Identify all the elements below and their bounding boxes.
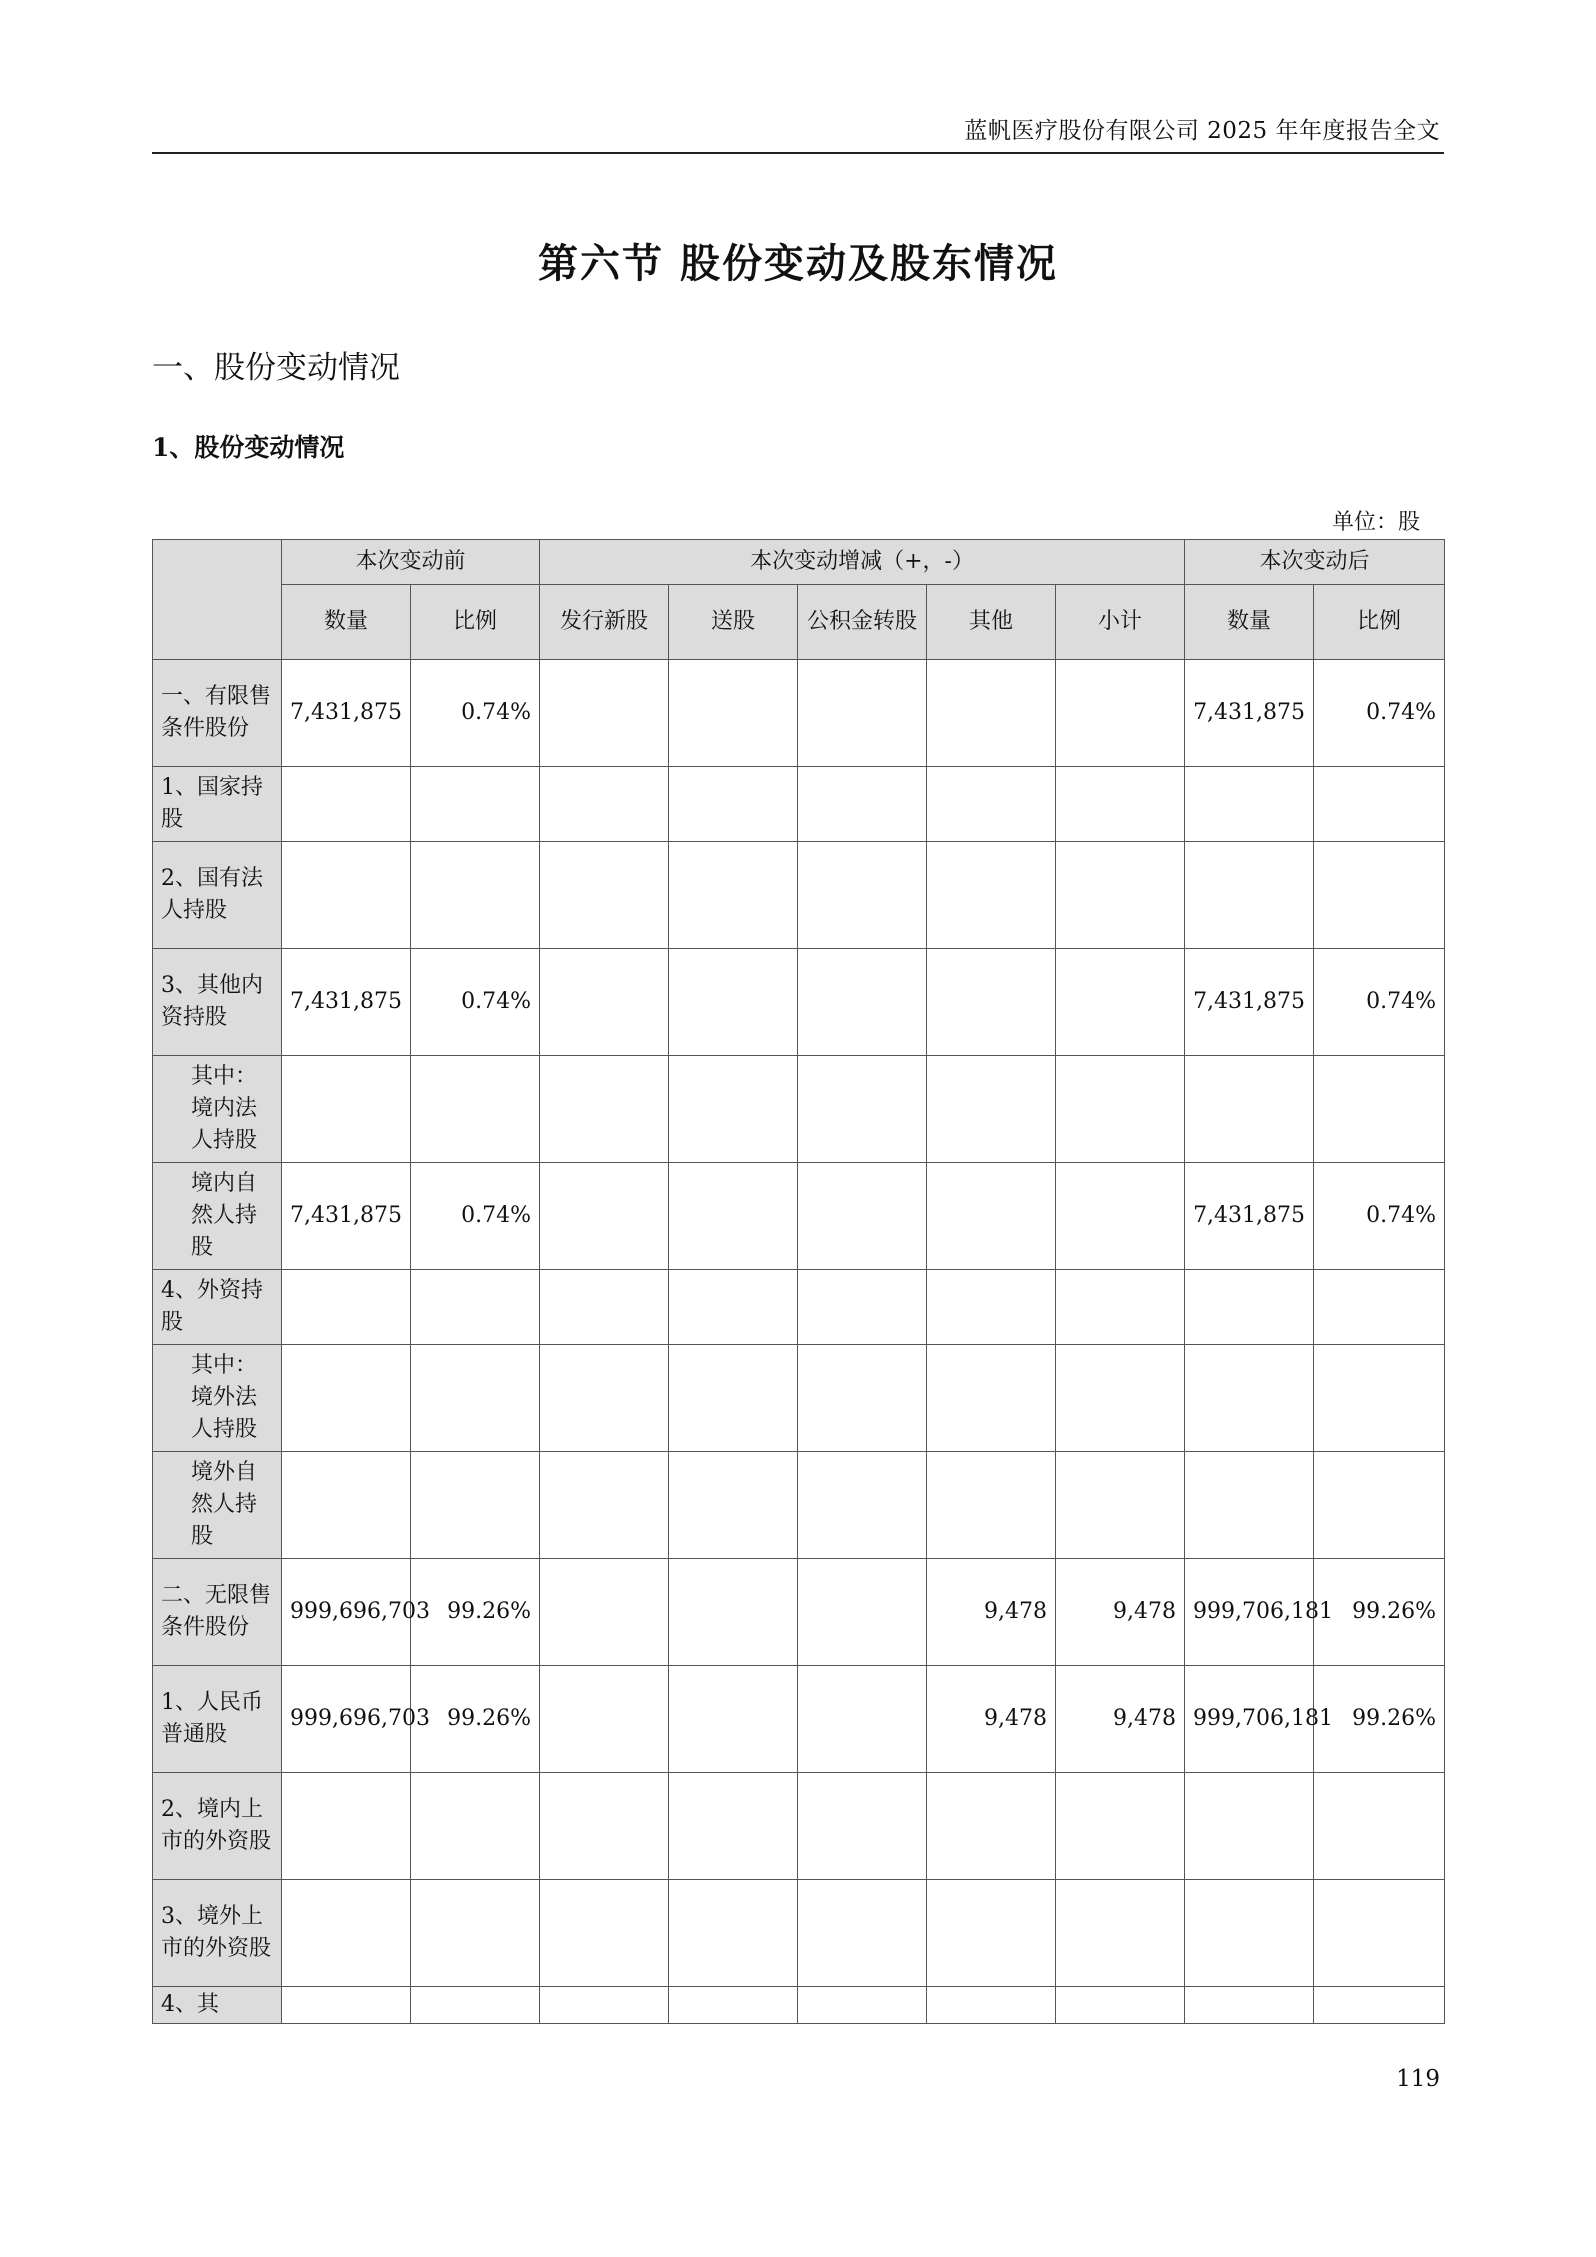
cell-before-ratio (411, 1345, 540, 1452)
cell-after-ratio (1314, 842, 1445, 949)
cell-before-ratio (411, 1452, 540, 1559)
cell-subtotal (1056, 1270, 1185, 1345)
cell-new-issue (540, 949, 669, 1056)
cell-bonus (669, 1880, 798, 1987)
cell-before-ratio: 0.74% (411, 949, 540, 1056)
header-blank-cell (153, 540, 282, 660)
cell-other (927, 1163, 1056, 1270)
cell-new-issue (540, 1559, 669, 1666)
cell-new-issue (540, 1270, 669, 1345)
cell-new-issue (540, 767, 669, 842)
table-row (153, 949, 1445, 1056)
cell-bonus (669, 1773, 798, 1880)
cell-subtotal: 9,478 (1056, 1666, 1185, 1773)
row-label: 4、外资持股 (153, 1270, 282, 1345)
cell-subtotal (1056, 767, 1185, 842)
cell-new-issue (540, 1163, 669, 1270)
cell-after-qty (1185, 1270, 1314, 1345)
col-header-other: 其他 (927, 585, 1056, 660)
cell-bonus (669, 1345, 798, 1452)
cell-before-qty (282, 1880, 411, 1987)
cell-before-ratio (411, 1270, 540, 1345)
cell-subtotal (1056, 1987, 1185, 2024)
cell-after-ratio: 0.74% (1314, 949, 1445, 1056)
cell-after-ratio: 99.26% (1314, 1666, 1445, 1773)
row-label: 一、有限售条件股份 (153, 660, 282, 767)
cell-bonus (669, 949, 798, 1056)
cell-after-ratio (1314, 1987, 1445, 2024)
cell-before-ratio: 99.26% (411, 1559, 540, 1666)
cell-other (927, 1345, 1056, 1452)
row-label: 境外自然人持股 (153, 1452, 282, 1559)
group-header-change: 本次变动增减（+，-） (540, 540, 1185, 585)
cell-after-qty (1185, 1987, 1314, 2024)
cell-reserve (798, 949, 927, 1056)
cell-new-issue (540, 1773, 669, 1880)
cell-after-qty: 999,706,181 (1185, 1666, 1314, 1773)
table-row (153, 1773, 1445, 1880)
cell-bonus (669, 1163, 798, 1270)
cell-bonus (669, 842, 798, 949)
col-header-before-qty: 数量 (282, 585, 411, 660)
cell-after-ratio: 99.26% (1314, 1559, 1445, 1666)
cell-subtotal (1056, 1880, 1185, 1987)
cell-other (927, 1987, 1056, 2024)
row-label: 3、其他内资持股 (153, 949, 282, 1056)
cell-other (927, 842, 1056, 949)
cell-other (927, 1270, 1056, 1345)
cell-before-ratio (411, 1880, 540, 1987)
cell-before-ratio: 0.74% (411, 660, 540, 767)
cell-subtotal (1056, 1773, 1185, 1880)
table-row (153, 1987, 1445, 2024)
cell-other (927, 767, 1056, 842)
cell-after-ratio (1314, 1270, 1445, 1345)
cell-new-issue (540, 1666, 669, 1773)
sub-section-title: 1、股份变动情况 (152, 433, 345, 462)
cell-after-ratio (1314, 1056, 1445, 1163)
col-header-reserve-conversion: 公积金转股 (798, 585, 927, 660)
cell-new-issue (540, 1452, 669, 1559)
cell-subtotal (1056, 949, 1185, 1056)
cell-after-qty (1185, 1056, 1314, 1163)
cell-before-ratio (411, 1773, 540, 1880)
cell-reserve (798, 1056, 927, 1163)
cell-reserve (798, 1345, 927, 1452)
cell-before-qty (282, 767, 411, 842)
cell-before-qty (282, 1345, 411, 1452)
cell-new-issue (540, 1345, 669, 1452)
table-row (153, 1452, 1445, 1559)
cell-after-qty (1185, 767, 1314, 842)
cell-bonus (669, 1452, 798, 1559)
cell-before-qty: 999,696,703 (282, 1666, 411, 1773)
group-header-before: 本次变动前 (282, 540, 540, 585)
cell-after-qty (1185, 1773, 1314, 1880)
col-header-subtotal: 小计 (1056, 585, 1185, 660)
cell-after-qty: 7,431,875 (1185, 660, 1314, 767)
cell-after-ratio: 0.74% (1314, 660, 1445, 767)
chapter-title: 第六节 股份变动及股东情况 (538, 240, 1058, 287)
cell-other (927, 1880, 1056, 1987)
table-row (153, 1163, 1445, 1270)
cell-other (927, 1056, 1056, 1163)
header-divider (152, 152, 1444, 154)
cell-subtotal (1056, 1452, 1185, 1559)
cell-reserve (798, 660, 927, 767)
cell-subtotal (1056, 1345, 1185, 1452)
cell-after-qty (1185, 1880, 1314, 1987)
cell-new-issue (540, 842, 669, 949)
cell-subtotal (1056, 660, 1185, 767)
cell-bonus (669, 660, 798, 767)
cell-after-ratio (1314, 1452, 1445, 1559)
running-header: 蓝帆医疗股份有限公司 2025 年年度报告全文 (964, 118, 1440, 144)
cell-new-issue (540, 660, 669, 767)
cell-before-ratio (411, 767, 540, 842)
cell-after-ratio (1314, 1345, 1445, 1452)
cell-reserve (798, 1773, 927, 1880)
cell-before-qty (282, 842, 411, 949)
cell-before-qty: 7,431,875 (282, 660, 411, 767)
cell-bonus (669, 1559, 798, 1666)
cell-before-qty (282, 1773, 411, 1880)
cell-before-ratio (411, 1987, 540, 2024)
col-header-before-ratio: 比例 (411, 585, 540, 660)
col-header-after-qty: 数量 (1185, 585, 1314, 660)
cell-after-ratio (1314, 1773, 1445, 1880)
table-row (153, 842, 1445, 949)
cell-after-qty (1185, 1345, 1314, 1452)
col-header-new-issue: 发行新股 (540, 585, 669, 660)
row-label: 2、境内上市的外资股 (153, 1773, 282, 1880)
table-row (153, 660, 1445, 767)
cell-before-qty: 7,431,875 (282, 1163, 411, 1270)
cell-subtotal (1056, 1056, 1185, 1163)
cell-new-issue (540, 1987, 669, 2024)
cell-after-qty (1185, 842, 1314, 949)
cell-before-qty: 7,431,875 (282, 949, 411, 1056)
cell-reserve (798, 1880, 927, 1987)
row-label: 3、境外上市的外资股 (153, 1880, 282, 1987)
unit-label: 单位：股 (1331, 510, 1420, 535)
cell-before-qty (282, 1987, 411, 2024)
row-label: 1、国家持股 (153, 767, 282, 842)
cell-bonus (669, 1056, 798, 1163)
page-number: 119 (1396, 2066, 1440, 2092)
cell-before-ratio: 0.74% (411, 1163, 540, 1270)
section-title: 一、股份变动情况 (152, 350, 400, 386)
cell-reserve (798, 1666, 927, 1773)
cell-before-qty (282, 1452, 411, 1559)
cell-before-ratio (411, 1056, 540, 1163)
cell-other (927, 660, 1056, 767)
table-row (153, 1880, 1445, 1987)
row-label: 4、其 (153, 1987, 282, 2024)
cell-reserve (798, 1452, 927, 1559)
row-label: 其中：境内法人持股 (153, 1056, 282, 1163)
col-header-after-ratio: 比例 (1314, 585, 1445, 660)
cell-before-ratio (411, 842, 540, 949)
row-label: 2、国有法人持股 (153, 842, 282, 949)
cell-other (927, 949, 1056, 1056)
cell-bonus (669, 1666, 798, 1773)
cell-before-qty: 999,696,703 (282, 1559, 411, 1666)
cell-reserve (798, 767, 927, 842)
cell-bonus (669, 767, 798, 842)
cell-reserve (798, 1270, 927, 1345)
cell-new-issue (540, 1880, 669, 1987)
cell-other: 9,478 (927, 1559, 1056, 1666)
cell-other (927, 1452, 1056, 1559)
table-row (153, 1056, 1445, 1163)
row-label: 1、人民币普通股 (153, 1666, 282, 1773)
cell-after-qty: 999,706,181 (1185, 1559, 1314, 1666)
cell-after-ratio (1314, 767, 1445, 842)
cell-reserve (798, 1163, 927, 1270)
col-header-bonus: 送股 (669, 585, 798, 660)
table-row (153, 767, 1445, 842)
row-label: 境内自然人持股 (153, 1163, 282, 1270)
row-label: 其中：境外法人持股 (153, 1345, 282, 1452)
table-row (153, 1666, 1445, 1773)
cell-bonus (669, 1270, 798, 1345)
cell-reserve (798, 1987, 927, 2024)
row-label: 二、无限售条件股份 (153, 1559, 282, 1666)
cell-after-ratio: 0.74% (1314, 1163, 1445, 1270)
table-row (153, 1345, 1445, 1452)
cell-before-qty (282, 1056, 411, 1163)
group-header-after: 本次变动后 (1185, 540, 1445, 585)
cell-new-issue (540, 1056, 669, 1163)
share-change-table (152, 539, 1445, 2024)
cell-reserve (798, 1559, 927, 1666)
cell-reserve (798, 842, 927, 949)
cell-before-qty (282, 1270, 411, 1345)
cell-subtotal (1056, 842, 1185, 949)
cell-after-ratio (1314, 1880, 1445, 1987)
cell-bonus (669, 1987, 798, 2024)
cell-after-qty: 7,431,875 (1185, 949, 1314, 1056)
cell-after-qty: 7,431,875 (1185, 1163, 1314, 1270)
cell-other: 9,478 (927, 1666, 1056, 1773)
cell-after-qty (1185, 1452, 1314, 1559)
cell-other (927, 1773, 1056, 1880)
cell-before-ratio: 99.26% (411, 1666, 540, 1773)
table-row (153, 1559, 1445, 1666)
table-row (153, 1270, 1445, 1345)
cell-subtotal (1056, 1163, 1185, 1270)
cell-subtotal: 9,478 (1056, 1559, 1185, 1666)
